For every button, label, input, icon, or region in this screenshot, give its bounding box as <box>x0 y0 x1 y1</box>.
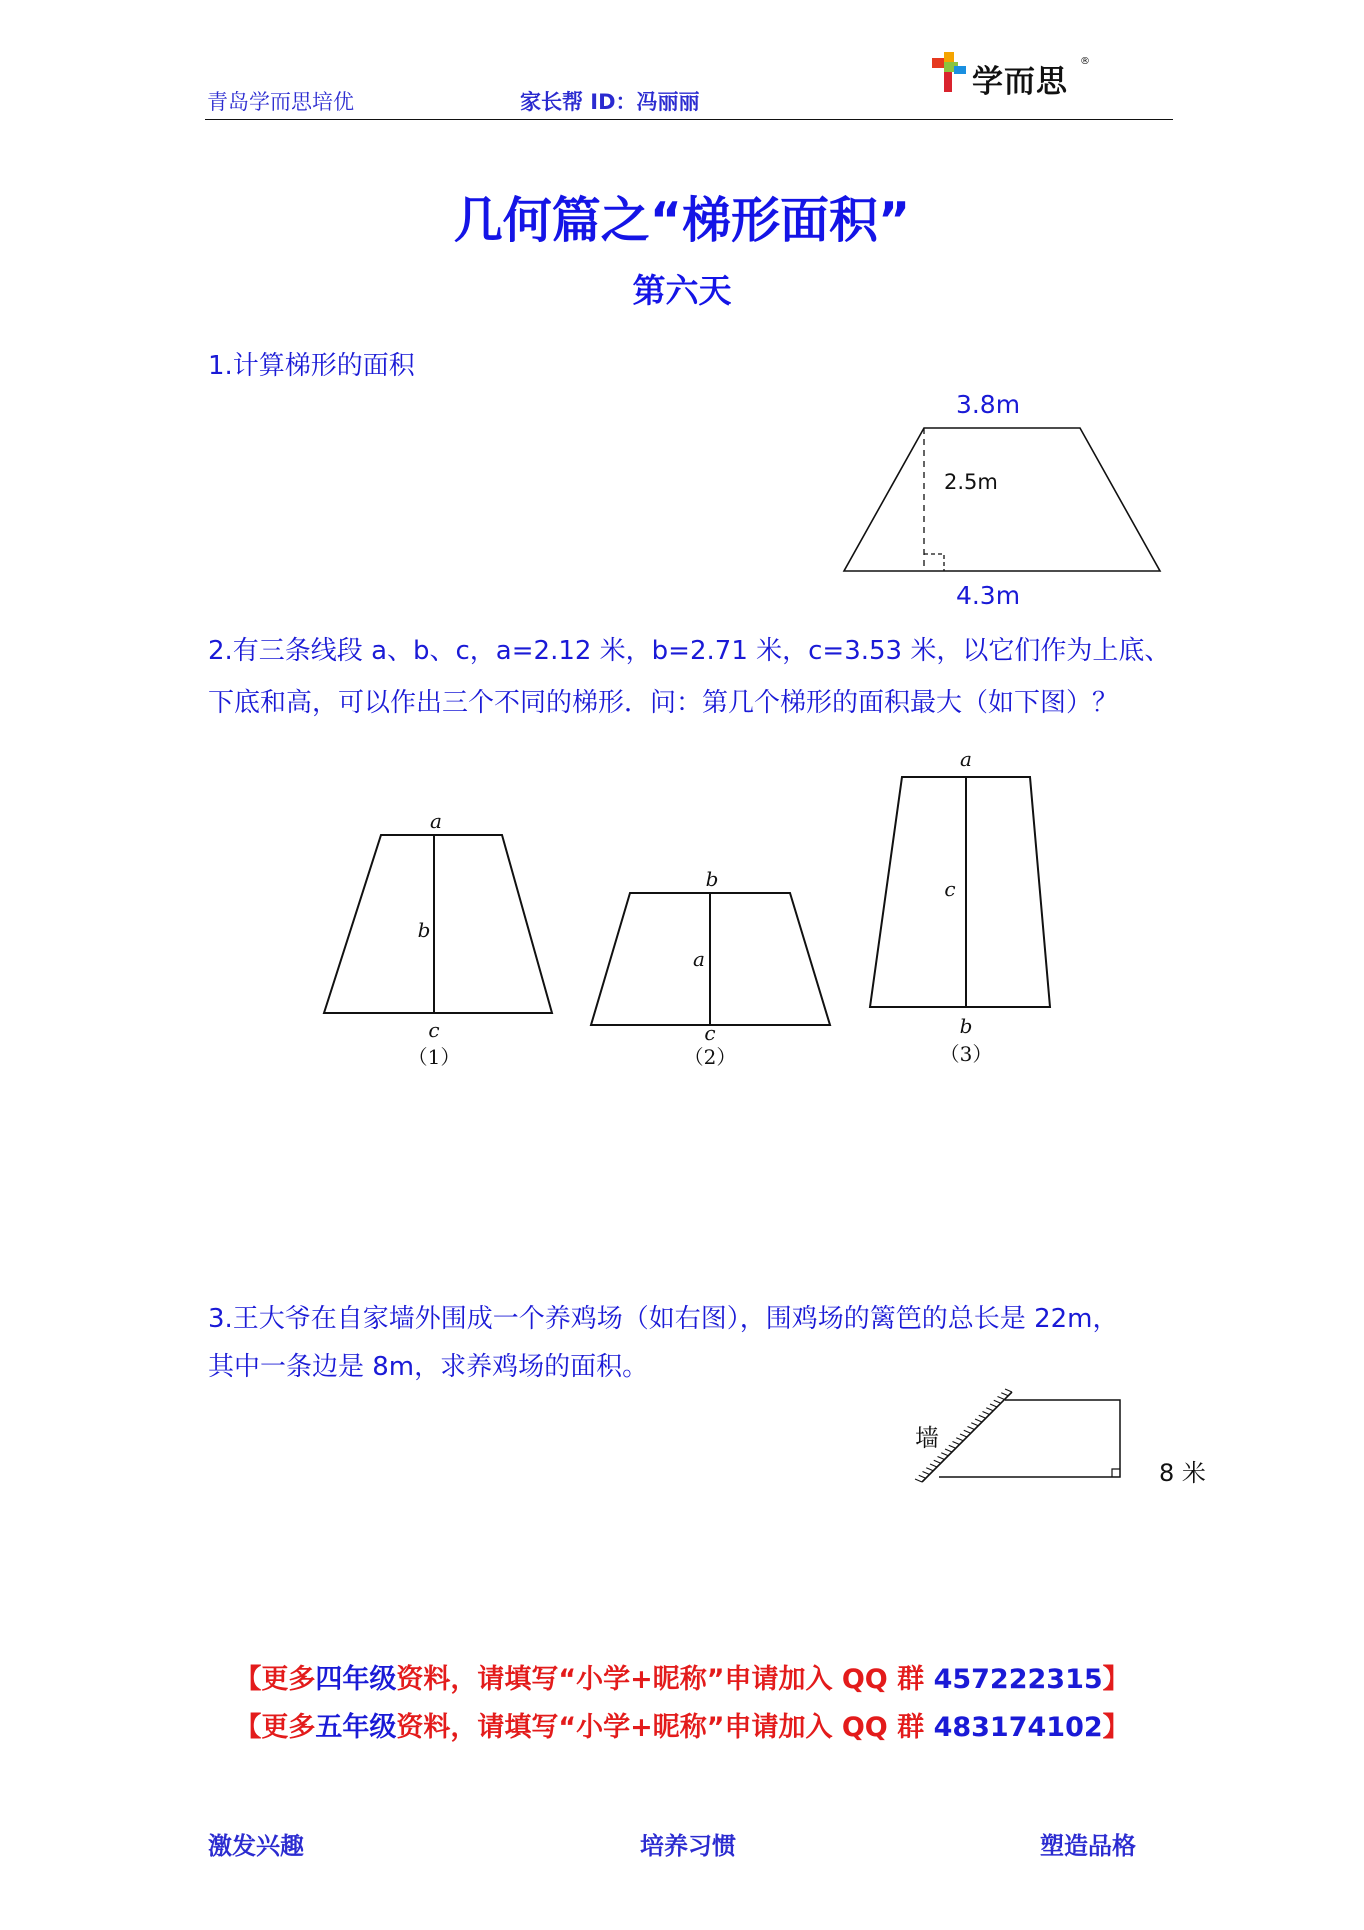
q2-fig1-caption: （1） <box>407 1045 461 1069</box>
q2-fig2-height-label: a <box>693 947 705 971</box>
q2-fig3-height-label: c <box>944 877 956 901</box>
q3-wall-hatch-tick <box>998 1397 1005 1400</box>
q3-wall-hatch-tick <box>986 1408 993 1411</box>
logo-text: 学而思 <box>972 64 1068 100</box>
q2-fig3-bottom-label: b <box>959 1014 973 1038</box>
q3-wall-label: 墙 <box>915 1424 939 1452</box>
promo-line-grade4: 【更多四年级资料，请填写“小学+昵称”申请加入 QQ 群 457222315】 <box>234 1664 1130 1695</box>
q3-wall-hatch-tick <box>915 1479 922 1482</box>
promo-line-grade5: 【更多五年级资料，请填写“小学+昵称”申请加入 QQ 群 483174102】 <box>234 1712 1130 1743</box>
q3-wall-hatch-tick <box>945 1449 952 1452</box>
q2-fig3-top-label: a <box>960 747 972 771</box>
q3-wall-hatch-tick <box>934 1460 941 1463</box>
q3-wall-hatch-tick <box>979 1415 986 1418</box>
question-3-line-2: 其中一条边是 8m，求养鸡场的面积。 <box>208 1352 649 1382</box>
q3-wall-hatch-tick <box>923 1472 930 1475</box>
q3-wall-hatch-tick <box>983 1412 990 1415</box>
logo-registered-mark: ® <box>1080 56 1090 67</box>
q3-wall-hatch-tick <box>971 1423 978 1426</box>
q3-wall-hatch-tick <box>960 1434 967 1437</box>
page-subtitle: 第六天 <box>632 271 732 310</box>
question-3-line-1: 3.王大爷在自家墙外围成一个养鸡场（如右图），围鸡场的篱笆的总长是 22m， <box>208 1304 1119 1334</box>
q2-fig3-caption: （3） <box>939 1042 993 1066</box>
q3-side-label: 8 米 <box>1159 1459 1206 1487</box>
q3-wall-hatch-tick <box>953 1442 960 1445</box>
q3-right-angle-mark <box>1112 1469 1120 1477</box>
question-2-line-2: 下底和高，可以作出三个不同的梯形．问：第几个梯形的面积最大（如下图）？ <box>208 688 1119 718</box>
q2-fig1-height-label: b <box>417 918 431 942</box>
q3-wall-hatch-tick <box>975 1419 982 1422</box>
q3-wall-hatch-tick <box>949 1445 956 1448</box>
q3-wall-hatch-tick <box>956 1438 963 1441</box>
q3-wall-hatch-tick <box>990 1404 997 1407</box>
q2-fig1-bottom-label: c <box>428 1018 440 1042</box>
q2-fig1-top-label: a <box>430 809 442 833</box>
q3-wall-hatch-tick <box>930 1464 937 1467</box>
q1-bottom-base-label: 4.3m <box>955 581 1021 610</box>
q3-wall-hatch-tick <box>968 1427 975 1430</box>
q3-wall-hatch-tick <box>938 1457 945 1460</box>
question-2-line-1: 2.有三条线段 a、b、c，a=2.12 米，b=2.71 米，c=3.53 米，以它们作为上底、 <box>208 636 1171 666</box>
q3-wall-hatch-tick <box>926 1468 933 1471</box>
q2-fig2-top-label: b <box>705 867 719 891</box>
q3-wall-hatch-tick <box>1005 1389 1012 1392</box>
header-parent-id: 家长帮 ID：冯丽丽 <box>520 90 700 114</box>
q2-fig2-caption: （2） <box>683 1045 737 1069</box>
footer-middle-slogan: 培养习惯 <box>640 1832 736 1860</box>
header-left-text: 青岛学而思培优 <box>207 90 354 114</box>
footer-left-slogan: 激发兴趣 <box>208 1832 304 1860</box>
q1-top-base-label: 3.8m <box>955 390 1021 419</box>
page-title: 几何篇之“梯形面积” <box>453 192 911 249</box>
footer-right-slogan: 塑造品格 <box>1040 1832 1136 1860</box>
q3-wall-hatch-tick <box>919 1475 926 1478</box>
q3-wall-hatch-tick <box>941 1453 948 1456</box>
q3-wall-hatch-tick <box>1001 1393 1008 1396</box>
q3-wall-hatch-tick <box>964 1430 971 1433</box>
question-1-text: 1.计算梯形的面积 <box>208 351 415 381</box>
q1-height-label: 2.5m <box>944 470 998 494</box>
q2-fig2-bottom-label: c <box>704 1021 716 1045</box>
q3-wall-hatch-tick <box>994 1400 1001 1403</box>
